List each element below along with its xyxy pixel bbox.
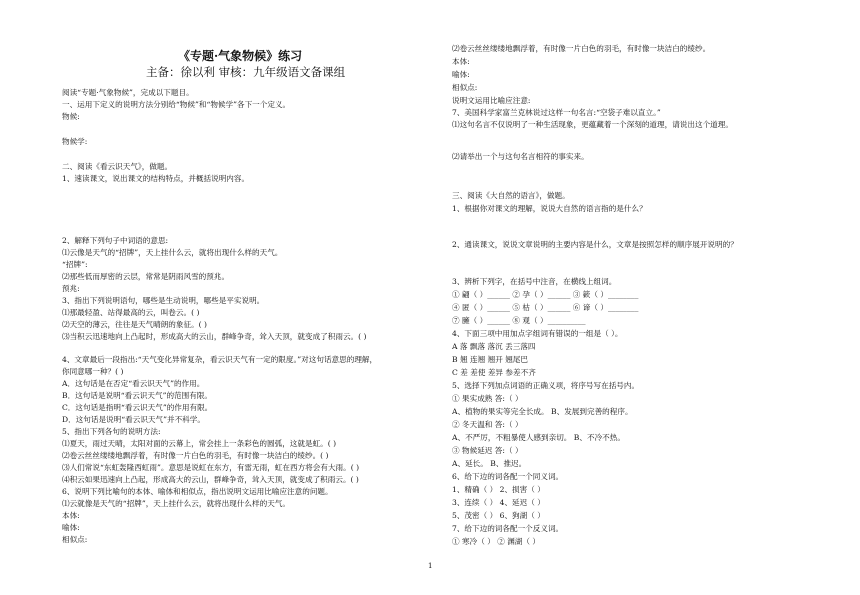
text-line: 喻体: — [62, 523, 80, 532]
text-line: ① 翩（ ）______ ② 孕（ ）______ ③ 簌（ ）________ — [452, 290, 639, 299]
text-line: 4、文章最后一段指出:“天气变化异常复杂，看云识天气有一定的限度。”对这句话意思的理解， — [62, 355, 378, 364]
text-line: 2、通读课文，说说文章说明的主要内容是什么，文章是按照怎样的顺序展开说明的？ — [452, 240, 738, 249]
text-line: ① 寒冷（ ） ② 渊湖（ ） — [452, 537, 541, 546]
text-line: ⑵那些低而厚密的云层，常常是阴雨风雪的预兆。 — [62, 272, 230, 281]
page-number: 1 — [428, 562, 433, 570]
option-c: C．这句话是指明“看云识天气”的作用有限。 — [62, 403, 213, 412]
text-line: 5、茂密（ ） 6、狗湖（ ） — [452, 511, 545, 520]
text-line: ⑴这句名言不仅说明了一种生活现象，更蕴藏着一个深刻的道理，请说出这个道理。 — [452, 120, 733, 129]
page-subtitle: 主备：徐以利 审核：九年级语文备课组 — [146, 65, 346, 79]
text-line: ⑵卷云丝丝缕缕地飘浮着，有时像一片白色的羽毛，有时像一块洁白的绫纱。 — [452, 44, 711, 53]
section-heading: 二、阅读《看云识天气》，做题。 — [62, 162, 173, 171]
text-line: ⑵卷云丝丝缕缕地飘浮着，有时像一片白色的羽毛，有时像一块洁白的绫纱。( ) — [62, 451, 329, 460]
text-line: 7、给下边的词各配一个反义词。 — [452, 524, 564, 533]
text-line: 5、指出下列各句的说明方法: — [62, 427, 161, 436]
text-line: ② 冬天温和 答:（ ） — [452, 420, 523, 429]
text-line: 5、选择下列加点词语的正确义项，将序号写在括号内。 — [452, 381, 640, 390]
option-d: D．这句话是说明“看云识天气”并不科学。 — [62, 415, 205, 424]
text-line: 6、给下边的词各配一个同义词。 — [452, 472, 564, 481]
text-line: “招牌”: — [62, 260, 88, 269]
text-line: 7、美国科学家富兰克林说过这样一句名言:“空袋子难以直立。” — [452, 108, 661, 117]
text-line: 6、说明下列比喻句的本体、喻体和相似点，指出说明文运用比喻应注意的问题。 — [62, 487, 333, 496]
text-line: 1、精确（ ） 2、损害（ ） — [452, 485, 545, 494]
text-line: 1、根据你对课文的理解，说说大自然的语言指的是什么？ — [452, 204, 647, 213]
text-line: 1、速读课文，说出课文的结构特点，并概括说明内容。 — [62, 174, 250, 183]
text-line: 3、辨析下列字，在括号中注音，在横线上组词。 — [452, 277, 617, 286]
text-line: ① 果实成熟 答:（ ） — [452, 394, 523, 403]
text-line: ④ 匿（ ）______ ⑤ 枯（ ）______ ⑥ 谛（ ）________ — [452, 303, 639, 312]
page-title: 《专题·气象物候》练习 — [178, 49, 303, 63]
section-heading: 三、阅读《大自然的语言》，做题。 — [452, 191, 570, 200]
text-line: 说明文运用比喻应注意: — [452, 96, 531, 105]
option-b: B 翘 连翘 翘开 翘尾巴 — [452, 355, 528, 364]
text-line: A、不严厉，不粗暴使人感到亲切。 B、不冷不热。 — [452, 433, 625, 442]
text-line: ⑶人们常说“东虹轰隆西虹雨”。意思是说虹在东方，有雷无雨，虹在西方将会有大雨。( ) — [62, 463, 360, 472]
text-line: ⑴云像是天气的“招牌”，天上挂什么云，就将出现什么样的天气。 — [62, 248, 283, 257]
option-a: A 落 飘落 落沉 丢三落四 — [452, 342, 536, 351]
text-line: ③ 物候延迟 答:（ ） — [452, 446, 523, 455]
text-line: ⑵请举出一个与这句名言相符的事实来。 — [452, 152, 589, 161]
text-line: 物候: — [62, 112, 80, 121]
text-line: ⑴云就像是天气的“招牌”，天上挂什么云，就将出现什么样的天气。 — [62, 499, 290, 508]
text-line: 本体: — [452, 57, 470, 66]
text-line: ⑶当积云迅速地向上凸起时，形成高大的云山，群峰争奇，耸入天顶，就变成了积雨云。( ) — [62, 332, 367, 341]
text-line: 4、下面三项中用加点字组词有错误的一组是（ ）。 — [452, 329, 623, 338]
text-line: 阅读“专题·气象物候”，完成以下题目。 — [62, 88, 194, 97]
text-line: A、延长。 B、推迟。 — [452, 459, 527, 468]
text-line: 2、解释下列句子中词语的意思: — [62, 236, 169, 245]
text-line: 你同意哪一种？( ) — [62, 367, 124, 376]
text-line: 本体: — [62, 511, 80, 520]
text-line: ⑷积云如果迅速向上凸起，形成高大的云山，群峰争奇，耸入天顶，就变成了积雨云。( ) — [62, 475, 359, 484]
text-line: 3、连续（ ） 4、延迟（ ） — [452, 498, 545, 507]
text-line: 预兆: — [62, 284, 80, 293]
option-b: B．这句话是说明“看云识天气”的范围有限。 — [62, 391, 213, 400]
text-line: 一、运用下定义的说明方法分别给“物候”和“物候学”各下一个定义。 — [62, 100, 291, 109]
text-line: ⑴那最轻盈、站得最高的云，叫卷云。( ) — [62, 308, 200, 317]
text-line: 3、指出下列说明语句，哪些是生动说明，哪些是平实说明。 — [62, 296, 265, 305]
text-line: 物候学: — [62, 137, 88, 146]
option-a: A．这句话是在否定“看云识天气”的作用。 — [62, 379, 205, 388]
option-c: C 差 差使 差异 参差不齐 — [452, 368, 536, 377]
text-line: ⑦ 臃（ ）______ ⑧ 观（ ）__________ — [452, 316, 586, 325]
text-line: 相似点: — [452, 83, 478, 92]
text-line: 相似点: — [62, 535, 88, 544]
text-line: A、植物的果实等完全长成。 B、发展到完善的程序。 — [452, 407, 633, 416]
text-line: 喻体: — [452, 70, 470, 79]
text-line: ⑴夏天，雨过天晴，太阳对面的云幕上，常会挂上一条彩色的圆弧，这就是虹。( ) — [62, 439, 337, 448]
text-line: ⑵天空的薄云，往往是天气晴朗的象征。( ) — [62, 320, 208, 329]
